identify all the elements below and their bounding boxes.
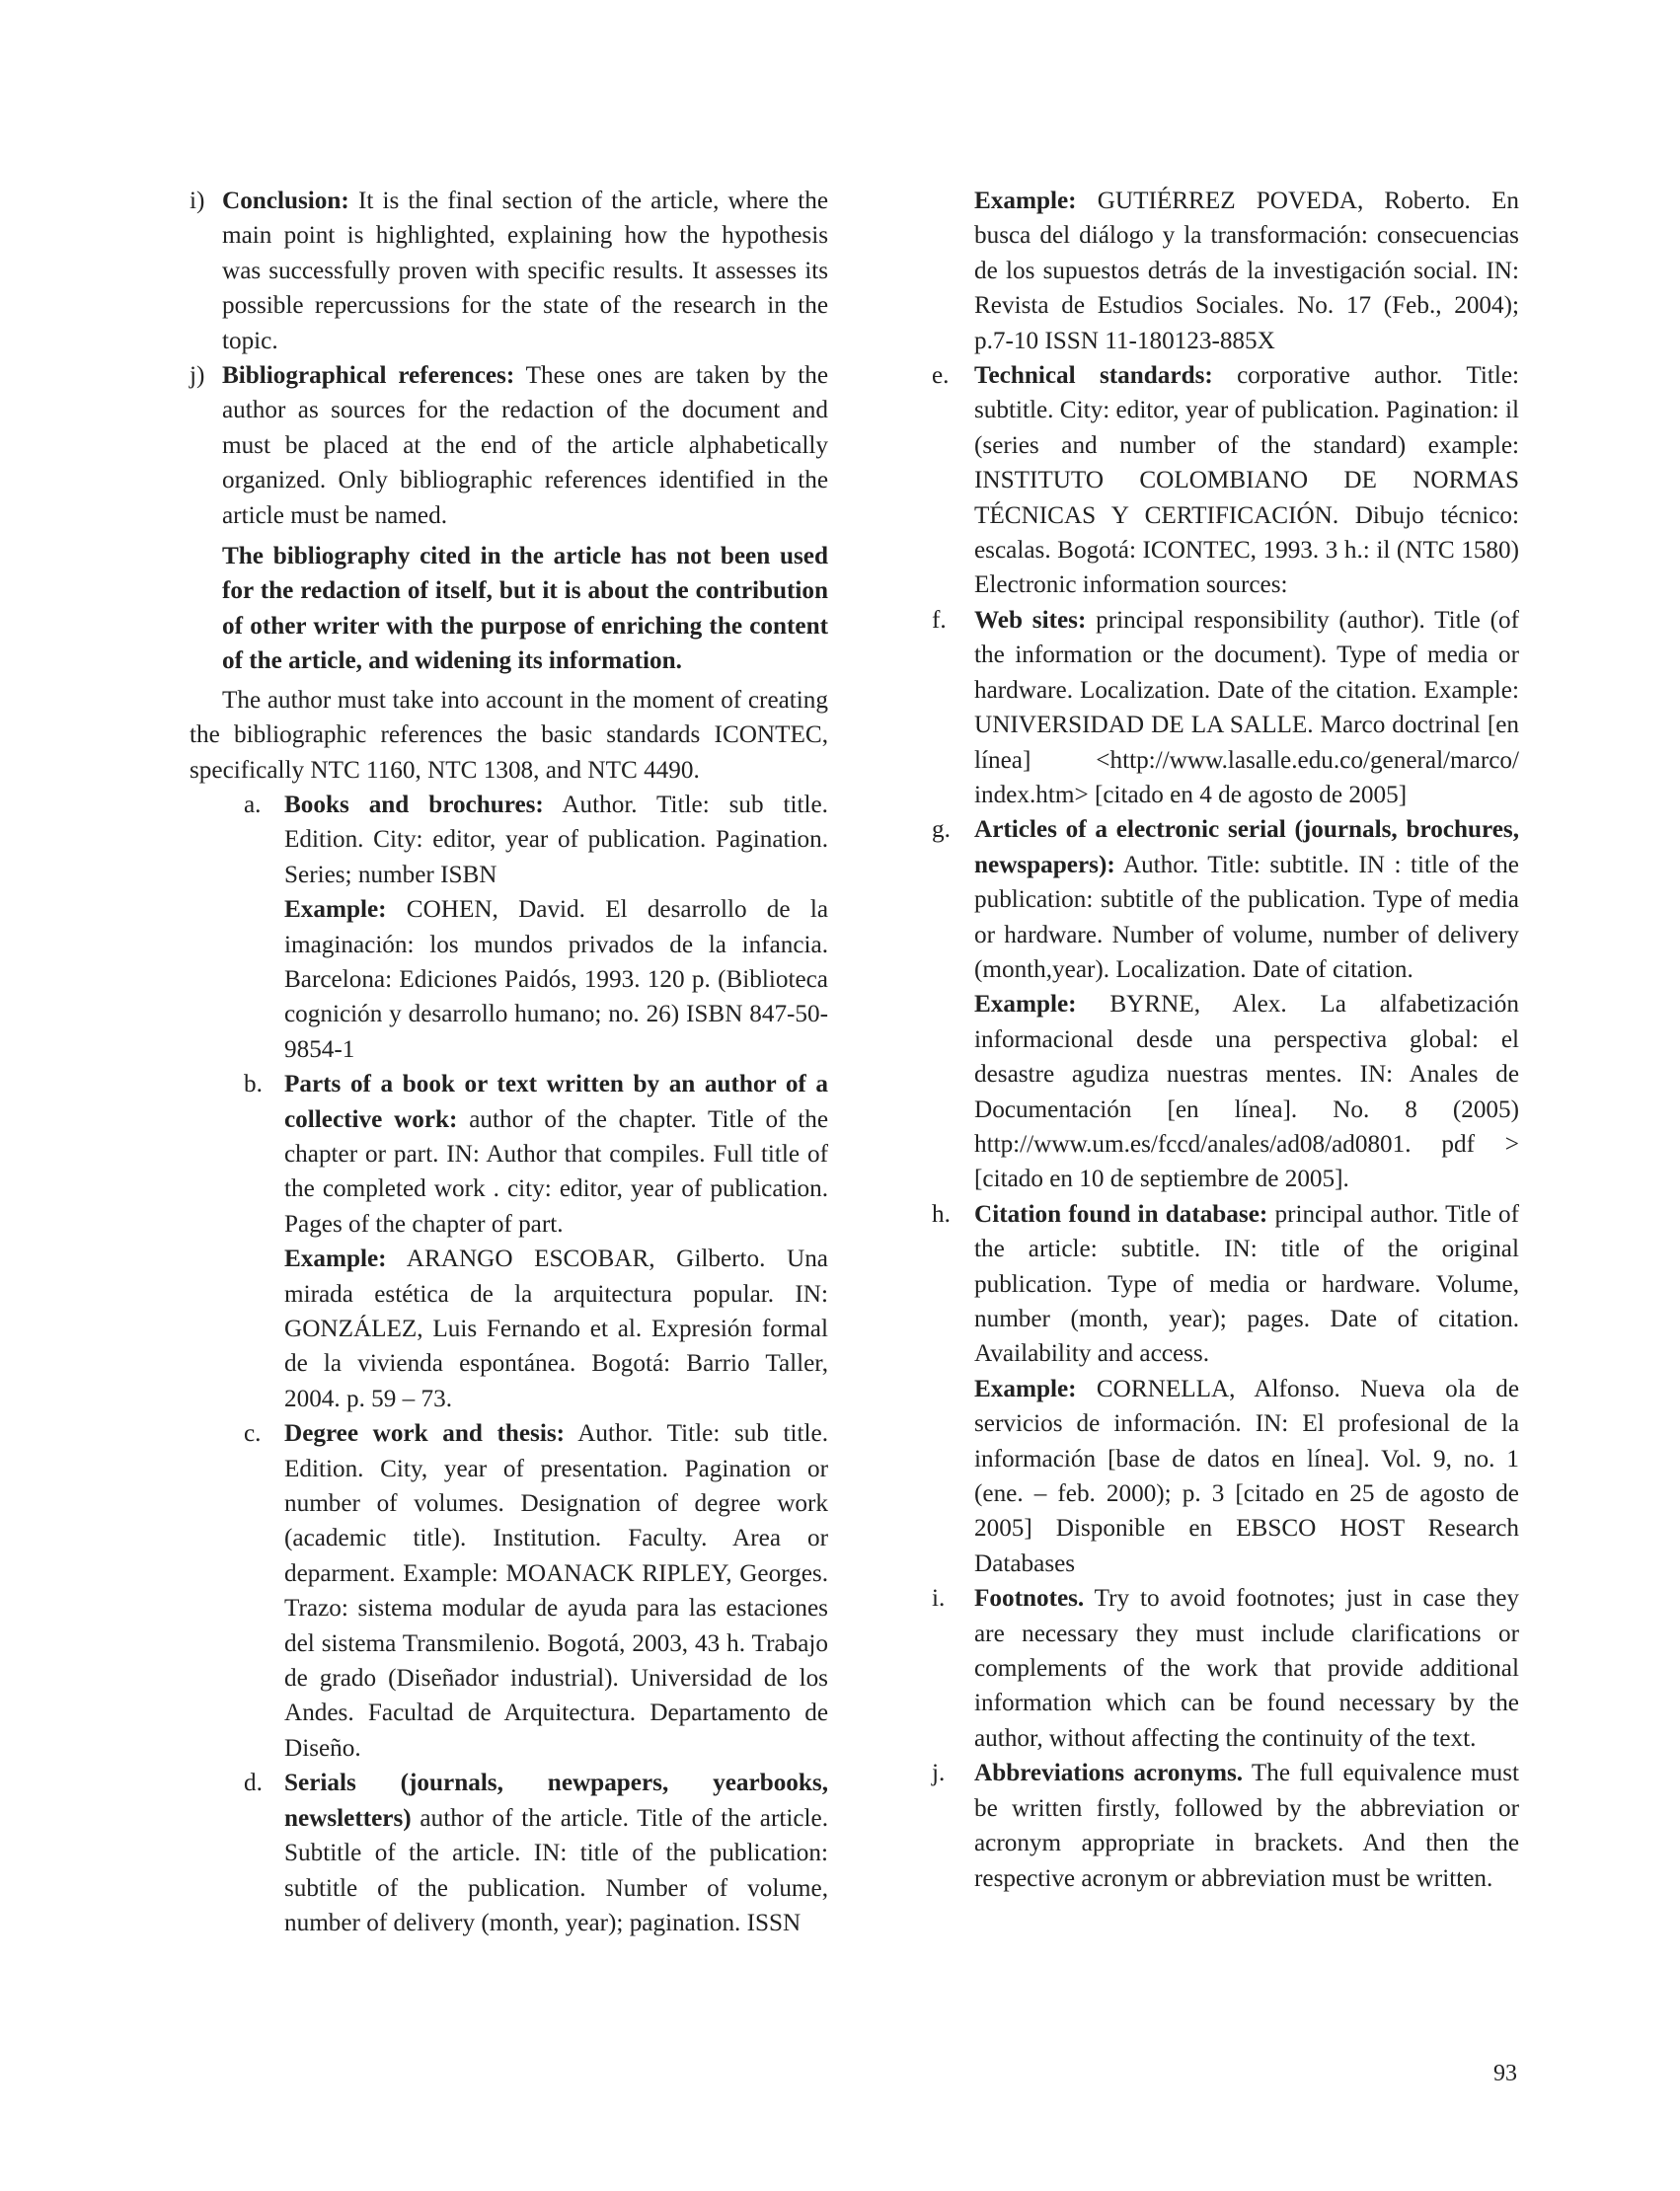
conclusion-item — [190, 184, 828, 358]
list-marker: h. — [932, 1200, 951, 1228]
example-label: Example: — [974, 991, 1077, 1019]
list-marker: i. — [932, 1585, 946, 1613]
list-item-technical-standards — [932, 358, 1519, 603]
item-text: Author. Title: sub title. Edition. City, year of presentation. Pagination or number of volumes. Designation of degree work (academic title). Institution. Faculty. Area or deparment. Example: MOANACK RIPLEY, Georges. Trazo: sistema modular de ayuda para las estaciones del sistema Transmilenio. Bogotá, 2003, 43 h. Trabajo de grado (Diseñador industrial). Universidad de los Andes. Facultad de Arquitectura. Departamento de Diseño. — [284, 1420, 828, 1762]
list-item-web-sites — [932, 603, 1520, 812]
bibliography-item — [190, 358, 828, 679]
item-text: principal responsibility (author). Title (of the information or the document). Type of media or hardware. Localization. Date of the citation. Example: UNIVERSIDAD DE LA SALLE. Marco doctrinal [en línea] <http://www.lasalle.edu.co/general/marco/ index.htm> [citado en 4 de agosto de 2005] — [974, 606, 1520, 808]
intro-paragraph: The author must take into account in the moment of creating the bibliographic references the basic standards ICONTEC, specifically NTC 1160, NTC 1308, and NTC 4490. — [190, 686, 828, 784]
item-text: Author. Title: subtitle. IN : title of the publication: subtitle of the publication. Type of media or hardware. Number of volume, number of delivery (month,year). Localization. Date of citation. — [974, 851, 1519, 983]
item-text: author of the article. Title of the article. Subtitle of the article. IN: title of the publication: subtitle of the publication. Number of volume, number of delivery (month, year); pagination. ISSN — [284, 1804, 828, 1936]
list-marker: a. — [244, 791, 262, 818]
item-heading: Footnotes. — [974, 1585, 1085, 1613]
list-item-degree-work — [244, 1416, 828, 1766]
serials-example — [974, 184, 1519, 358]
right-column — [932, 184, 1520, 1896]
item-heading: Articles of a electronic serial (journals, brochures, newspapers): — [974, 816, 1519, 878]
example-label: Example: — [974, 1375, 1077, 1402]
item-heading: Citation found in database: — [974, 1200, 1268, 1228]
bibliography-text: These ones are taken by the author as sources for the redaction of the document and must be placed at the end of the article alphabetically organized. Only bibliographic references identified in the article must be named. — [222, 362, 829, 529]
list-marker: g. — [932, 816, 951, 844]
item-text: Try to avoid footnotes; just in case they are necessary they must include clarifications or complements of the work that provide additional information which can be found necessary by the author, without affecting the continuity of the text. — [974, 1585, 1519, 1752]
item-heading: Books and brochures: — [284, 791, 544, 818]
example-label: Example: — [974, 188, 1077, 214]
item-text: principal author. Title of the article: subtitle. IN: title of the original publication. Type of media or hardware. Volume, number (month, year); pages. Date of citation. Availability and access. — [974, 1200, 1519, 1368]
list-marker: j. — [932, 1760, 946, 1787]
list-marker: d. — [244, 1770, 263, 1797]
list-marker: j) — [190, 362, 205, 390]
left-column — [190, 184, 828, 1940]
example-text: ARANGO ESCOBAR, Gilberto. Una mirada estética de la arquitectura popular. IN: GONZÁLEZ, Luis Fernando et al. Expresión formal de la vivienda espontánea. Bogotá: Barrio Taller, 2004. p. 59 – 73. — [284, 1246, 828, 1412]
list-item-electronic-serials — [932, 812, 1519, 1196]
item-heading: Technical standards: — [974, 362, 1213, 390]
example-label: Example: — [284, 1246, 387, 1273]
example-text: BYRNE, Alex. La alfabetización informacional desde una perspectiva global: el desastre agudiza nuestras mentes. IN: Anales de Documentación [en línea]. No. 8 (2005) http://www.um.es/fccd/anales/ad08/ad0801. pdf > [citado en 10 de septiembre de 2005]. — [974, 991, 1519, 1193]
list-marker: e. — [932, 362, 950, 390]
example-text: GUTIÉRREZ POVEDA, Roberto. En busca del diálogo y la transformación: consecuencias de los supuestos detrás de la investigación social. IN: Revista de Estudios Sociales. No. 17 (Feb., 2004); p.7-10 ISSN 11-180123-885X — [974, 188, 1520, 354]
list-item-serials — [244, 1766, 828, 1940]
item-heading: Web sites: — [974, 606, 1087, 634]
example-text: CORNELLA, Alfonso. Nueva ola de servicios de información. IN: El profesional de la información [base de datos en línea]. Vol. 9, no. 1 (ene. – feb. 2000); p. 3 [citado en 25 de agosto de 2005] Disponible en EBSCO HOST Research Databases — [974, 1375, 1519, 1577]
item-text: Author. Title: sub title. Edition. City: editor, year of publication. Pagination. Series; number ISBN — [284, 791, 828, 888]
item-heading: Abbreviations acronyms. — [974, 1760, 1244, 1787]
example-text: COHEN, David. El desarrollo de la imaginación: los mundos privados de la infancia. Barcelona: Ediciones Paidós, 1993. 120 p. (Biblioteca cognición y desarrollo humano; no. 26) ISBN 847-50-9854-1 — [284, 896, 828, 1063]
list-item-database-citation — [932, 1197, 1519, 1581]
list-marker: c. — [244, 1420, 262, 1448]
list-item-books — [244, 788, 828, 1067]
example-label: Example: — [284, 896, 387, 924]
list-item-abbreviations — [932, 1756, 1520, 1896]
item-text: author of the chapter. Title of the chapter or part. IN: Author that compiles. Full title of the completed work . city: editor, year of publication. Pages of the chapter of part. — [284, 1105, 828, 1238]
item-heading: Parts of a book or text written by an author of a collective work: — [284, 1071, 828, 1133]
list-item-book-parts — [244, 1067, 828, 1416]
list-marker: f. — [932, 606, 947, 634]
conclusion-heading: Conclusion: — [222, 188, 349, 214]
item-text: corporative author. Title: subtitle. City: editor, year of publication. Pagination: il (series and number of the standard) example: INSTITUTO COLOMBIANO DE NORMAS TÉCNICAS Y CERTIFICACIÓN. Dibujo técnico: escalas. Bogotá: ICONTEC, 1993. 3 h.: il (NTC 1580) Electronic information sources: — [974, 362, 1519, 599]
page-number: 93 — [1493, 2061, 1517, 2086]
list-item-footnotes — [932, 1581, 1519, 1756]
item-heading: Degree work and thesis: — [284, 1420, 566, 1448]
conclusion-text: It is the final section of the article, where the main point is highlighted, explaining how the hypothesis was successfully proven with specific results. It assesses its possible repercussions for the state of the research in the topic. — [222, 188, 829, 354]
bibliography-heading: Bibliographical references: — [222, 362, 515, 390]
item-heading: Serials (journals, newpapers, yearbooks, newsletters) — [284, 1770, 828, 1832]
list-marker: b. — [244, 1071, 263, 1098]
item-text: The full equivalence must be written firstly, followed by the abbreviation or acronym appropriate in brackets. And then the respective acronym or abbreviation must be written. — [974, 1760, 1520, 1892]
bibliography-note: The bibliography cited in the article has not been used for the redaction of itself, but it is about the contribution of other writer with the purpose of enriching the content of the article, and widening its information. — [222, 543, 828, 675]
list-marker: i) — [190, 188, 205, 214]
